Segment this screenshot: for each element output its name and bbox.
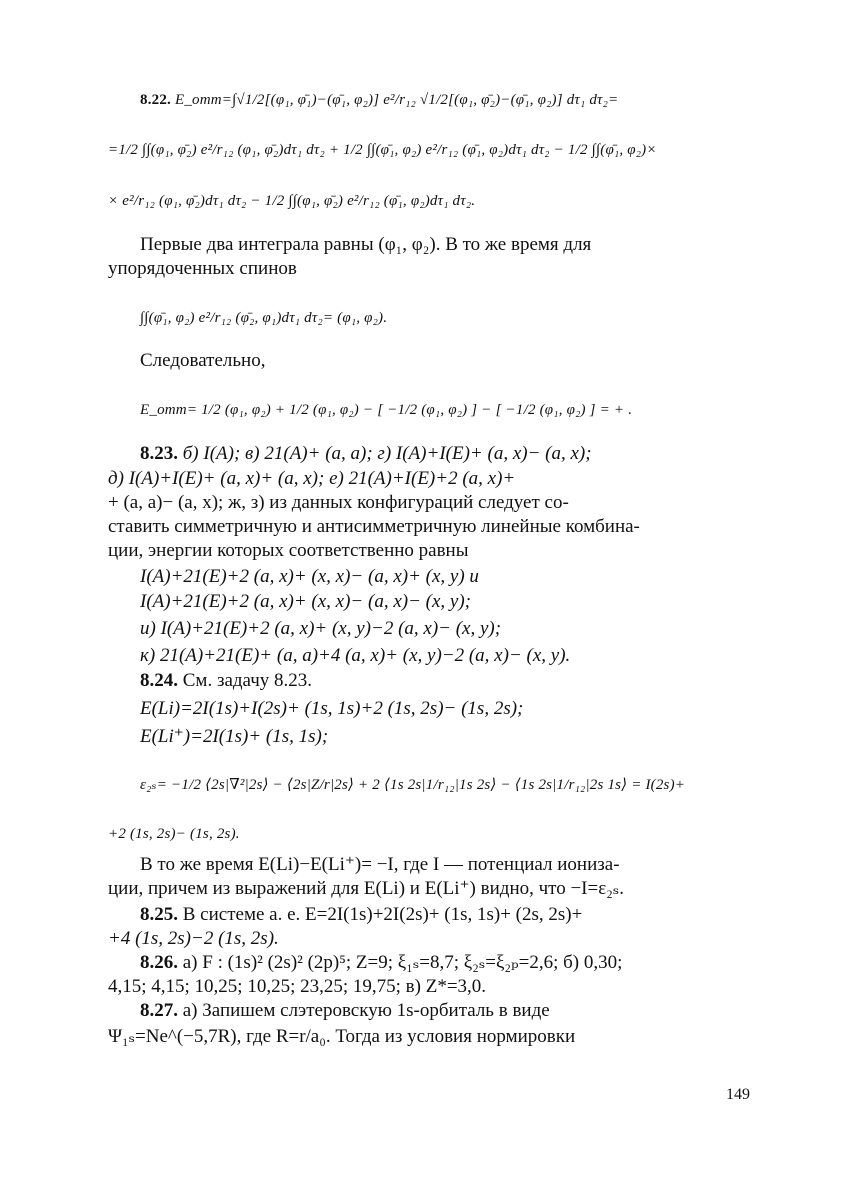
formula-line: E_отт= 1/2 (φ₁, φ₂) + 1/2 (φ₁, φ₂) − [ −1/2 (φ₁, φ₂) ] − [ −1/2 (φ₁, φ₂) ] = + .	[140, 402, 633, 418]
text-line	[140, 92, 618, 109]
problem-number: 8.24.	[140, 670, 178, 691]
problem-number: 8.22.	[140, 92, 171, 108]
problem-number: 8.25.	[140, 904, 178, 925]
formula-line: +2 (1s, 2s)− (1s, 2s).	[108, 826, 240, 842]
line-text: а) Запишем слэтеровскую 1s-орбиталь в виде	[182, 1000, 550, 1021]
text-line	[140, 670, 312, 692]
line-text: В системе а. е. E=2I(1s)+2I(2s)+ (1s, 1s)+ (2s, 2s)+	[182, 904, 583, 925]
formula-line: I(A)+21(E)+2 (a, x)+ (x, x)− (a, x)+ (x, y) и	[140, 566, 479, 587]
text-line	[140, 951, 622, 974]
line-text: б) I(A); в) 21(A)+ (a, a); г) I(A)+I(E)+ (a, x)− (a, x);	[182, 443, 592, 464]
text-line: Первые два интеграла равны (φ₁, φ₂). В то же время для	[140, 234, 592, 255]
text-line: 4,15; 4,15; 10,25; 10,25; 23,25; 19,75; в) Z*=3,0.	[108, 976, 487, 997]
formula-text: E_отт=∫√1/2[(φ₁, φ̄₁)−(φ̄₁, φ₂)] e²/r₁₂ √1/2[(φ₁, φ̄₂)−(φ̄₁, φ₂)] dτ₁ dτ₂=	[174, 92, 619, 108]
formula-line: к) 21(A)+21(E)+ (a, a)+4 (a, x)+ (x, y)−2 (a, x)− (x, y).	[140, 645, 571, 666]
page-number: 149	[726, 1086, 750, 1103]
formula-line: +4 (1s, 2s)−2 (1s, 2s).	[108, 928, 279, 949]
line-text: а) F : (1s)² (2s)² (2p)⁵; Z=9; ξ₁ₛ=8,7; ξ₂ₛ=ξ₂ₚ=2,6; б) 0,30;	[182, 952, 623, 973]
text-line: ции, энергии которых соответственно равны	[108, 540, 469, 561]
line-text: См. задачу 8.23.	[182, 670, 313, 691]
text-line: В то же время E(Li)−E(Li⁺)= −I, где I — потенциал иониза-	[140, 854, 620, 875]
text-line: ставить симметричную и антисимметричную линейные комбина-	[108, 516, 640, 537]
text-line	[140, 443, 592, 465]
text-line: Следовательно,	[140, 350, 266, 371]
formula-line: ∫∫(φ̄₁, φ₂) e²/r₁₂ (φ̄₂, φ₁)dτ₁ dτ₂= (φ₁, φ₂).	[140, 310, 388, 326]
formula-line: I(A)+21(E)+2 (a, x)+ (x, x)− (a, x)− (x, y);	[140, 591, 471, 612]
text-line	[140, 904, 582, 926]
problem-number: 8.27.	[140, 1000, 178, 1021]
problem-number: 8.26.	[140, 952, 178, 973]
text-line: д) I(A)+I(E)+ (a, x)+ (a, x); е) 21(A)+I(E)+2 (a, x)+	[108, 468, 516, 489]
text-line: упорядоченных спинов	[108, 258, 297, 279]
text-line: ции, причем из выражений для E(Li) и E(Li⁺) видно, что −I=ε₂ₛ.	[108, 878, 624, 899]
formula-line: × e²/r₁₂ (φ₁, φ̄₂)dτ₁ dτ₂ − 1/2 ∫∫(φ₁, φ̄₂) e²/r₁₂ (φ̄₁, φ₂)dτ₁ dτ₂.	[108, 193, 476, 209]
formula-line: =1/2 ∫∫(φ₁, φ̄₂) e²/r₁₂ (φ₁, φ̄₂)dτ₁ dτ₂ + 1/2 ∫∫(φ̄₁, φ₂) e²/r₁₂ (φ̄₁, φ₂)dτ₁ dτ₂ − 1/2 ∫∫(φ̄₁, φ₂)×	[108, 142, 657, 158]
formula-line: E(Li)=2I(1s)+I(2s)+ (1s, 1s)+2 (1s, 2s)− (1s, 2s);	[140, 698, 524, 719]
text-line: + (a, a)− (a, x); ж, з) из данных конфигураций следует со-	[108, 492, 569, 513]
text-line: Ψ₁ₛ=Ne^(−5,7R), где R=r/a₀. Тогда из условия нормировки	[108, 1026, 576, 1047]
formula-line: ε₂ₛ= −1/2 ⟨2s|∇²|2s⟩ − ⟨2s|Z/r|2s⟩ + 2 ⟨1s 2s|1/r₁₂|1s 2s⟩ − ⟨1s 2s|1/r₁₂|2s 1s⟩ = I(2s)+	[140, 777, 686, 793]
problem-number: 8.23.	[140, 443, 178, 464]
formula-line: и) I(A)+21(E)+2 (a, x)+ (x, y)−2 (a, x)− (x, y);	[140, 618, 502, 639]
text-line	[140, 1000, 550, 1022]
formula-line: E(Li⁺)=2I(1s)+ (1s, 1s);	[140, 726, 329, 747]
